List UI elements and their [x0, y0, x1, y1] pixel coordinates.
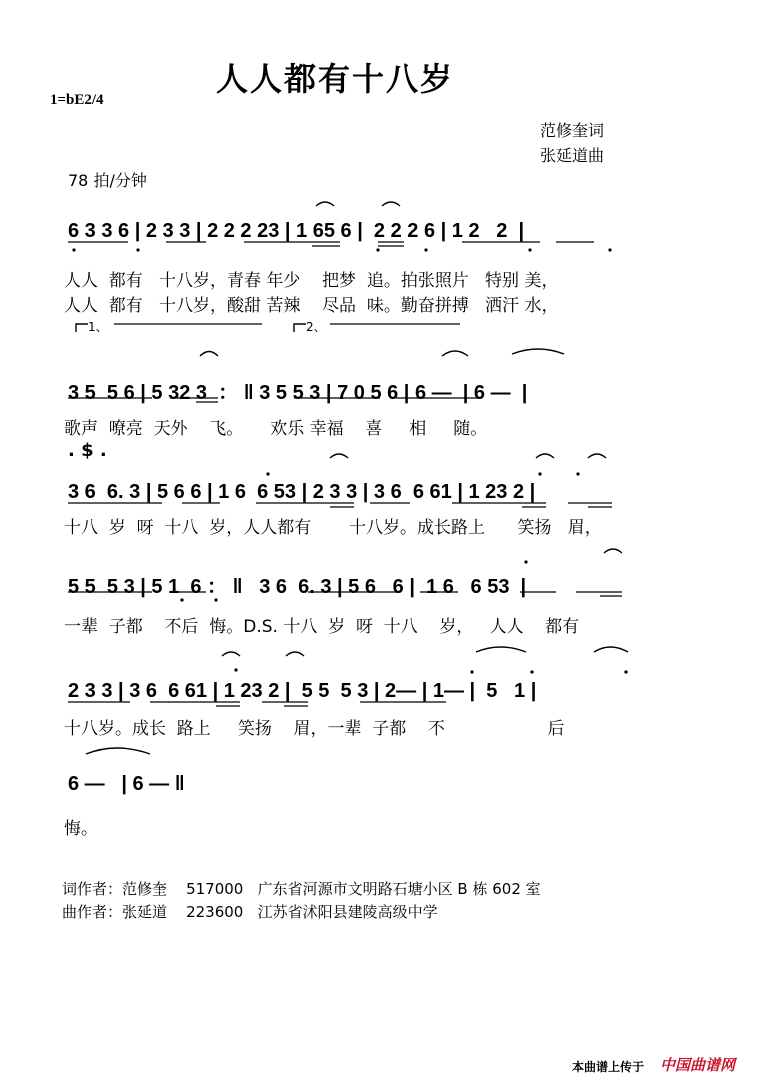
lyric-line-1-verse-2: 人人 都有 十八岁，酸甜 苦辣 尽品 味。勤奋拼搏 洒汗 水， [64, 296, 559, 316]
lyric-line-1-verse-1: 人人 都有 十八岁，青春 年少 把梦 追。拍张照片 特别 美， [64, 271, 559, 291]
slur-mark [200, 352, 218, 357]
lyricist-address: 词作者：范修奎 517000 广东省河源市文明路石塘小区 B 栋 602 室 [62, 880, 541, 898]
first-ending-label: 1、 [88, 320, 108, 334]
slur-mark [442, 351, 468, 356]
lyric-line-5: 十八岁。成长 路上 笑扬 眉，一辈 子都 不 后 [64, 719, 565, 739]
slur-mark [286, 652, 304, 656]
slur-mark [594, 647, 628, 652]
slur-mark [536, 454, 554, 458]
second-ending-bracket [294, 324, 306, 332]
slur-mark [382, 202, 400, 206]
lyricist-credit: 范修奎词 [540, 121, 605, 140]
lyric-line-2: 歌声 嘹亮 天外 飞。 欢乐 幸福 喜 相 随。 [64, 419, 488, 439]
lyric-line-6: 悔。 [64, 819, 98, 839]
lyric-line-3: 十八 岁 呀 十八 岁，人人都有 十八岁。成长路上 笑扬 眉， [64, 518, 602, 538]
notation-line-4: 5 5 5 3 | 5 1 6 ： ‖ 3 6 6. 3 | 5 6 6 | 1 6 6 53 | [68, 576, 527, 598]
slur-mark [86, 748, 150, 754]
slur-mark [330, 454, 348, 458]
notation-line-2: 3 5 5 6 | 5 32 3 ： ‖ 3 5 5 3 | 7 0 5 6 | 6 — | 6 — | [68, 382, 528, 404]
slur-mark [476, 647, 526, 652]
slur-mark [222, 652, 240, 656]
first-ending-bracket [76, 324, 88, 332]
notation-line-5: 2 3 3 | 3 6 6 61 | 1 23 2 | 5 5 5 3 | 2— | 1— | 5 1 | [68, 680, 537, 702]
notation-line-6: 6 — | 6 — ‖ [68, 773, 185, 795]
site-logo: 中国曲谱网 [660, 1056, 736, 1074]
slur-mark [512, 349, 564, 354]
song-title: 人人都有十八岁 [216, 60, 455, 98]
lyric-line-4: 一辈 子都 不后 悔。D.S. 十八 岁 呀 十八 岁， 人人 都有 [64, 617, 580, 637]
second-ending-label: 2、 [306, 320, 326, 334]
notation-line-3: 3 6 6. 3 | 5 6 6 | 1 6 6 53 | 2 3 3 | 3 6 6 61 | 1 23 2 | [68, 481, 536, 503]
upload-note: 本曲谱上传于 [572, 1060, 645, 1074]
notation-line-1: 6 3 3 6 | 2 3 3 | 2 2 2 23 | 1 65 6 | 2 2 2 6 | 1 2 2 | [68, 220, 525, 242]
composer-address: 曲作者：张延道 223600 江苏省沭阳县建陵高级中学 [62, 903, 438, 921]
slur-mark [588, 454, 606, 458]
segno-sign: . $ . [68, 440, 107, 461]
slur-mark [316, 202, 334, 206]
composer-credit: 张延道曲 [540, 146, 605, 165]
key-signature: 1=bE2/4 [50, 92, 104, 108]
slur-mark [604, 549, 622, 553]
tempo-marking: 78 拍/分钟 [68, 171, 147, 190]
